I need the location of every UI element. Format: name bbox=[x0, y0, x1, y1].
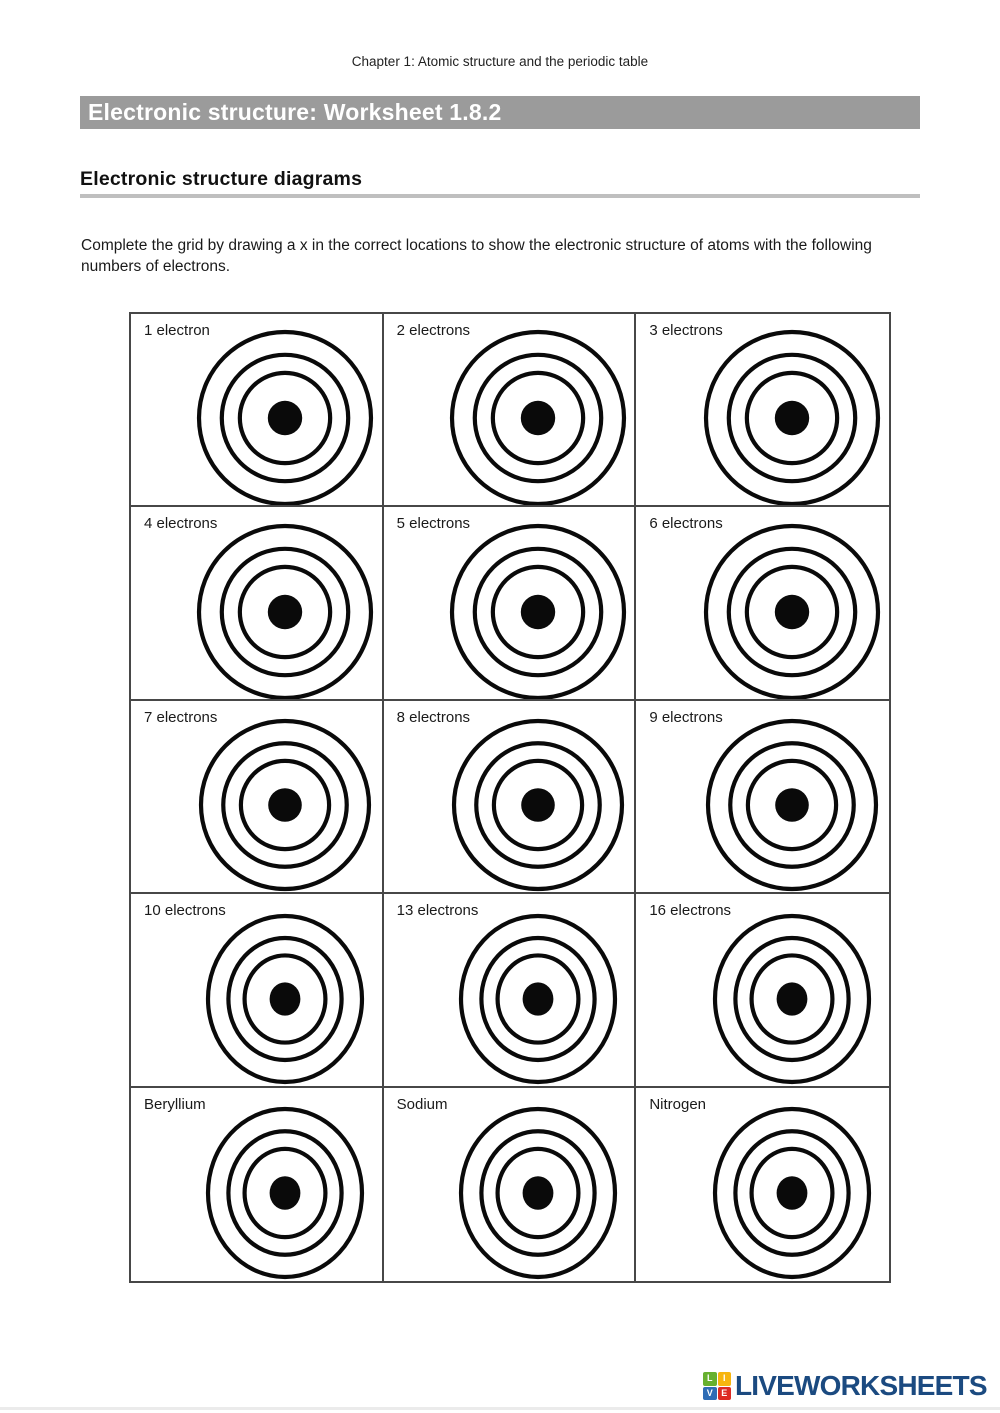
instructions-text: Complete the grid by drawing a x in the correct locations to show the electronic structure of atoms with the following numbers of electrons. bbox=[81, 237, 872, 275]
atom-shell-diagram bbox=[702, 522, 882, 701]
cell-label: 9 electrons bbox=[649, 708, 723, 726]
grid-cell[interactable] bbox=[131, 894, 384, 1087]
nucleus-dot bbox=[775, 401, 809, 435]
grid-cell[interactable] bbox=[636, 894, 889, 1087]
nucleus-dot bbox=[522, 1176, 553, 1210]
cell-label: 3 electrons bbox=[649, 322, 723, 339]
heading-rule bbox=[80, 194, 920, 198]
atom-shell-diagram bbox=[457, 911, 619, 1085]
grid-cell[interactable] bbox=[131, 701, 384, 894]
grid-cell[interactable] bbox=[384, 701, 637, 894]
cell-label: 6 electrons bbox=[649, 515, 723, 533]
atom-shell-diagram bbox=[448, 328, 628, 507]
cell-label: 4 electrons bbox=[144, 515, 218, 533]
nucleus-dot bbox=[268, 595, 302, 629]
atom-shell-diagram bbox=[197, 717, 373, 893]
nucleus-dot bbox=[775, 788, 809, 822]
grid-cell[interactable] bbox=[384, 1088, 637, 1281]
atom-shell-diagram bbox=[195, 522, 375, 701]
chapter-header: Chapter 1: Atomic structure and the periodic table bbox=[351, 54, 649, 69]
cell-label: Nitrogen bbox=[649, 1095, 707, 1113]
nucleus-dot bbox=[776, 982, 807, 1015]
grid-cell[interactable] bbox=[384, 314, 637, 507]
page-bottom-edge bbox=[0, 1407, 1000, 1410]
cell-label: 13 electrons bbox=[396, 902, 479, 920]
atom-shell-diagram bbox=[448, 522, 628, 701]
section-heading: Electronic structure diagrams bbox=[80, 168, 363, 190]
grid-cell[interactable] bbox=[636, 507, 889, 700]
nucleus-dot bbox=[521, 595, 555, 629]
worksheet-title: Electronic structure: Worksheet 1.8.2 bbox=[88, 99, 502, 125]
nucleus-dot bbox=[270, 982, 301, 1015]
cell-label: Sodium bbox=[396, 1095, 448, 1113]
grid-cell[interactable] bbox=[636, 1088, 889, 1281]
grid-cell[interactable] bbox=[131, 1088, 384, 1281]
logo-square-v: V bbox=[703, 1387, 717, 1401]
nucleus-dot bbox=[268, 401, 302, 435]
grid-cell[interactable] bbox=[131, 314, 384, 507]
logo-square-e: E bbox=[718, 1387, 732, 1401]
cell-label: 5 electrons bbox=[396, 515, 471, 533]
nucleus-dot bbox=[268, 788, 302, 822]
cell-label: 1 electron bbox=[144, 322, 210, 339]
atom-shell-diagram bbox=[457, 1105, 619, 1281]
logo-square-l: L bbox=[703, 1372, 717, 1386]
atom-shell-diagram bbox=[204, 911, 366, 1085]
grid-cell[interactable] bbox=[636, 314, 889, 507]
grid-cell[interactable] bbox=[131, 507, 384, 700]
grid-cell[interactable] bbox=[636, 701, 889, 894]
liveworksheets-logo-icon bbox=[703, 1372, 731, 1400]
cell-label: Beryllium bbox=[144, 1095, 206, 1113]
nucleus-dot bbox=[775, 595, 809, 629]
cell-label: 2 electrons bbox=[396, 322, 471, 339]
grid-cell[interactable] bbox=[384, 894, 637, 1087]
atom-shell-diagram bbox=[702, 328, 882, 507]
electron-structure-grid bbox=[129, 312, 891, 1283]
atom-shell-diagram bbox=[195, 328, 375, 507]
cell-label: 7 electrons bbox=[144, 708, 218, 726]
atom-shell-diagram bbox=[204, 1105, 366, 1281]
cell-label: 16 electrons bbox=[649, 902, 732, 920]
worksheet-title-banner bbox=[80, 96, 920, 129]
nucleus-dot bbox=[776, 1176, 807, 1210]
atom-shell-diagram bbox=[711, 1105, 873, 1281]
atom-shell-diagram bbox=[704, 717, 880, 893]
cell-label: 10 electrons bbox=[144, 902, 226, 920]
nucleus-dot bbox=[522, 982, 553, 1015]
cell-label: 8 electrons bbox=[396, 708, 471, 726]
grid-cell[interactable] bbox=[384, 507, 637, 700]
nucleus-dot bbox=[521, 788, 555, 822]
nucleus-dot bbox=[270, 1176, 301, 1210]
atom-shell-diagram bbox=[450, 717, 626, 893]
liveworksheets-logo-text: LIVEWORKSHEETS bbox=[735, 1370, 987, 1401]
logo-square-i: I bbox=[718, 1372, 732, 1386]
atom-shell-diagram bbox=[711, 911, 873, 1085]
nucleus-dot bbox=[521, 401, 555, 435]
